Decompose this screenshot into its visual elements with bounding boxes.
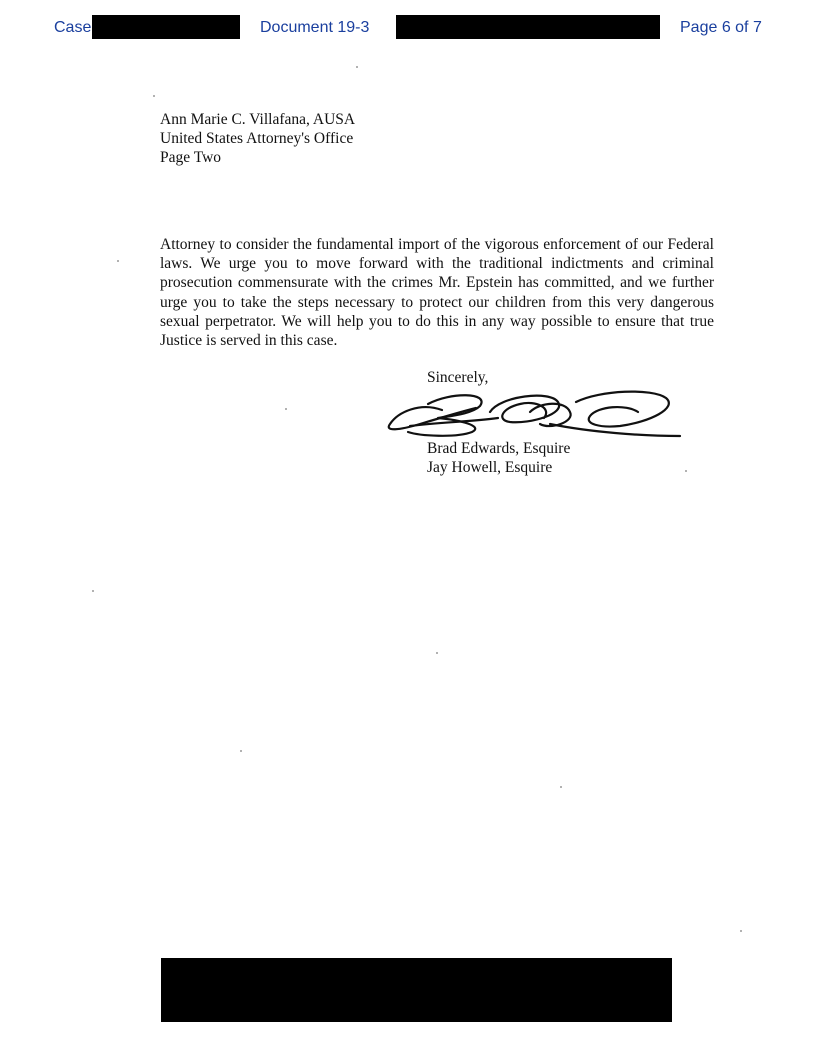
- scan-speck: [92, 590, 94, 592]
- footer-redaction: [161, 958, 672, 1022]
- recipient-office: United States Attorney's Office: [160, 130, 354, 147]
- handwritten-signature: [380, 382, 690, 446]
- scan-speck: [560, 786, 562, 788]
- recipient-name: Ann Marie C. Villafana, AUSA: [160, 111, 356, 128]
- page-reference: Page Two: [160, 149, 222, 166]
- signatory-name: Brad Edwards, Esquire: [427, 440, 571, 457]
- signatories: [427, 439, 570, 477]
- scan-speck: [117, 260, 119, 262]
- closing: Sincerely,: [427, 369, 489, 386]
- page-label: Page 6 of 7: [680, 19, 762, 36]
- document-label: Document 19-3: [260, 19, 370, 36]
- recipient-block: [160, 110, 355, 167]
- scan-speck: [153, 95, 155, 97]
- scan-speck: [356, 66, 358, 68]
- case-number-redaction: [92, 15, 240, 39]
- letter-body-paragraph: Attorney to consider the fundamental import of the vigorous enforcement of our Federal laws. We urge you to move forward with the traditional indictments and criminal prosecution commensurate with the crimes Mr. Epstein has committed, and we further urge you to take the steps necessary to protect our children from this very dangerous sexual perpetrator. We will help you to do this in any way possible to ensure that true Justice is served in this case.: [160, 236, 714, 350]
- scan-speck: [240, 750, 242, 752]
- signatory-name: Jay Howell, Esquire: [427, 459, 553, 476]
- filing-info-redaction: [396, 15, 660, 39]
- scan-speck: [436, 652, 438, 654]
- scan-speck: [740, 930, 742, 932]
- scan-speck: [285, 408, 287, 410]
- scan-speck: [685, 470, 687, 472]
- case-label: Case: [54, 19, 92, 36]
